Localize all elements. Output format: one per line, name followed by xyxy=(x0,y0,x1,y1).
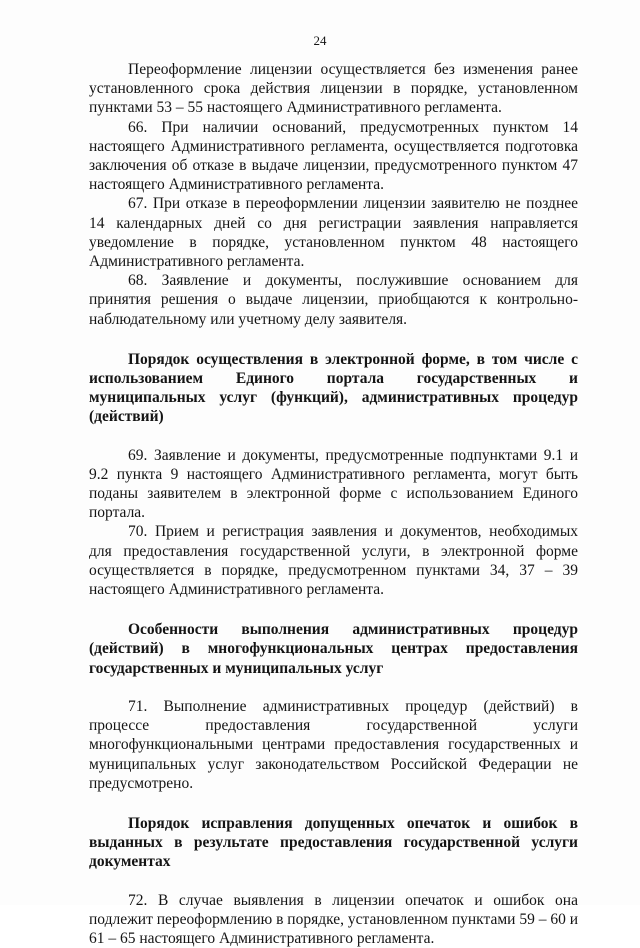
paragraph-67: 67. При отказе в переоформлении лицензии заявителю не позднее 14 календарных дней со дня регистрации заявления направляется уведомление в порядке, установленном пунктом 48 настоящего Административного регламента. xyxy=(89,195,578,271)
page-number: 24 xyxy=(313,33,327,48)
section-spacer xyxy=(89,427,578,446)
section-spacer xyxy=(89,678,578,697)
section-spacer xyxy=(89,872,578,891)
paragraph-66: 66. При наличии оснований, предусмотренных пунктом 14 настоящего Административного регламента, осуществляется подготовка заключения об отказе в выдаче лицензии, предусмотренного пунктом 47 настоящего Административного регламента. xyxy=(89,118,578,194)
paragraph-70: 70. Прием и регистрация заявления и документов, необходимых для предоставления государственной услуги, в электронной форме осуществляется в порядке, предусмотренном пунктами 34, 37 – 39 настоящего Административного регламента. xyxy=(89,523,578,599)
section-spacer xyxy=(89,793,578,814)
paragraph-68: 68. Заявление и документы, послужившие основанием для принятия решения о выдаче лицензии, приобщаются к контрольно-наблюдательному или учетному делу заявителя. xyxy=(89,272,578,328)
heading-mfc-features: Особенности выполнения административных процедур (действий) в многофункциональных центрах предоставления государственных и муниципальных услуг xyxy=(89,621,578,677)
paragraph-reissue-term: Переоформление лицензии осуществляется без изменения ранее установленного срока действия лицензии в порядке, установленном пунктами 53 – 55 настоящего Административного регламента. xyxy=(89,61,578,117)
heading-electronic-form: Порядок осуществления в электронной форме, в том числе с использованием Единого портала государственных и муниципальных услуг (функций), административных процедур (действий) xyxy=(89,350,578,426)
paragraph-69: 69. Заявление и документы, предусмотренные подпунктами 9.1 и 9.2 пункта 9 настоящего Административного регламента, могут быть поданы заявителем в электронной форме с использованием Единого портала. xyxy=(89,446,578,522)
section-spacer xyxy=(89,329,578,350)
paragraph-71: 71. Выполнение административных процедур (действий) в процессе предоставления государственной услуги многофункциональными центрами предоставления государственных и муниципальных услуг законодательством Российской Федерации не предусмотрено. xyxy=(89,697,578,792)
document-body xyxy=(89,60,578,948)
paragraph-72: 72. В случае выявления в лицензии опечаток и ошибок она подлежит переоформлению в порядке, установленном пунктами 59 – 60 и 61 – 65 настоящего Административного регламента. xyxy=(89,891,578,947)
section-spacer xyxy=(89,599,578,620)
heading-error-correction: Порядок исправления допущенных опечаток и ошибок в выданных в результате предоставления государственной услуги документах xyxy=(89,814,578,871)
